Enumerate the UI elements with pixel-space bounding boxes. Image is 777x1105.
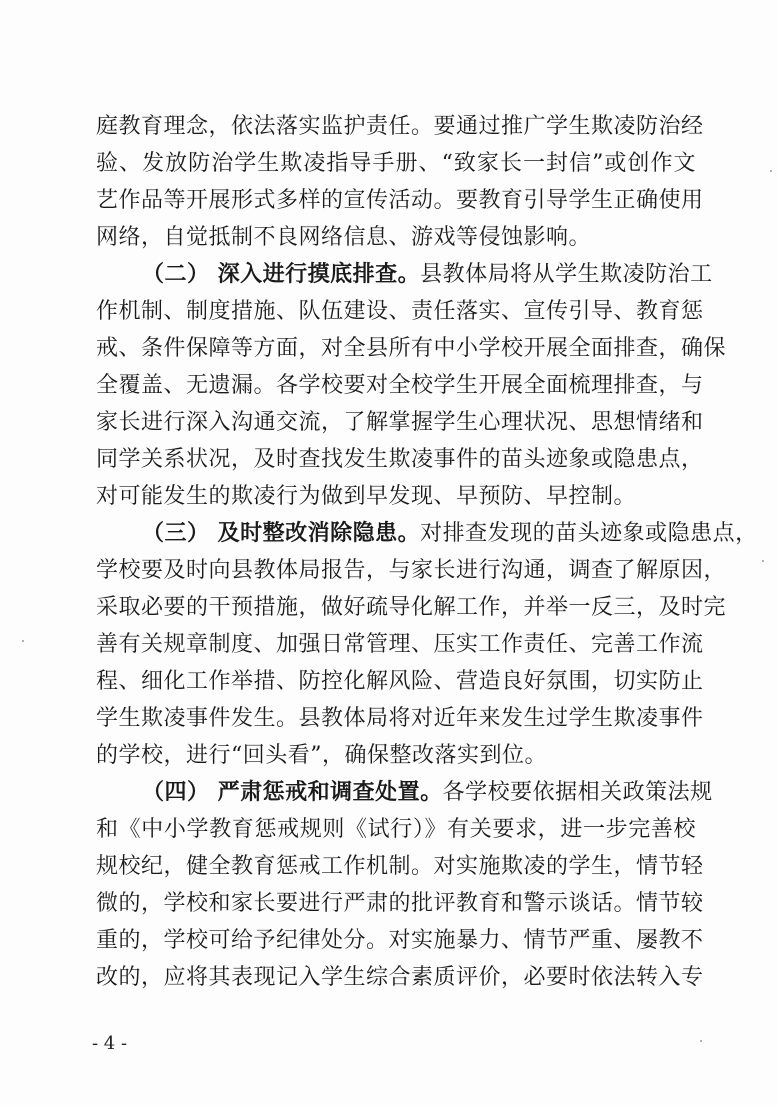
text-line: 程、细化工作举措、防控化解风险、营造良好氛围，切实防止 <box>96 669 704 694</box>
text-line: 的学校，进行“回头看”，确保整改落实到位。 <box>96 743 547 768</box>
text-line: 规校纪，健全教育惩戒工作机制。对实施欺凌的学生，情节轻 <box>96 854 704 879</box>
section-first-line-text: 县教体局将从学生欺凌防治工 <box>420 262 713 287</box>
text-line: 艺作品等开展形式多样的宣传活动。要教育引导学生正确使用 <box>96 188 704 213</box>
section-investigation <box>96 256 727 515</box>
scan-speck <box>770 170 772 172</box>
text-line: 和《中小学教育惩戒规则《试行）》有关要求，进一步完善校 <box>96 817 696 842</box>
section-heading: （二） 深入进行摸底排查。 <box>142 261 421 287</box>
section-first-line <box>96 515 758 552</box>
section-discipline <box>96 774 713 996</box>
text-line: 庭教育理念，依法落实监护责任。要通过推广学生欺凌防治经 <box>96 114 704 139</box>
text-line: 戒、条件保障等方面，对全县所有中小学校开展全面排查，确保 <box>96 336 727 361</box>
section-heading: （四） 严肃惩戒和调查处置。 <box>142 779 443 805</box>
section-first-line <box>96 774 713 811</box>
section-first-line <box>96 256 713 293</box>
document-body <box>96 108 758 996</box>
text-line: 微的，学校和家长要进行严肃的批评教育和警示谈话。情节较 <box>96 891 704 916</box>
text-line: 家长进行深入沟通交流，了解掌握学生心理状况、思想情绪和 <box>96 410 704 435</box>
scan-speck <box>700 1040 702 1042</box>
section-rectification <box>96 515 758 774</box>
text-line: 学生欺凌事件发生。县教体局将对近年来发生过学生欺凌事件 <box>96 706 704 731</box>
scan-speck <box>762 560 764 562</box>
text-line: 学校要及时向县教体局报告，与家长进行沟通，调查了解原因， <box>96 558 727 583</box>
text-line: 善有关规章制度、加强日常管理、压实工作责任、完善工作流 <box>96 632 704 657</box>
text-line: 验、发放防治学生欺凌指导手册、“致家长一封信”或创作文 <box>96 151 696 176</box>
section-heading: （三） 及时整改消除隐患。 <box>142 520 421 546</box>
text-line: 网络，自觉抵制不良网络信息、游戏等侵蚀影响。 <box>96 225 592 250</box>
section-first-line-text: 各学校要依据相关政策法规 <box>442 780 713 805</box>
text-line: 作机制、制度措施、队伍建设、责任落实、宣传引导、教育惩 <box>96 299 704 324</box>
paragraph-continuation <box>96 108 704 256</box>
text-line: 对可能发生的欺凌行为做到早发现、早预防、早控制。 <box>96 484 637 509</box>
text-line: 同学关系状况，及时查找发生欺凌事件的苗头迹象或隐患点， <box>96 447 704 472</box>
text-line: 改的，应将其表现记入学生综合素质评价，必要时依法转入专 <box>96 965 704 990</box>
scan-speck <box>22 640 24 642</box>
page-number: - 4 - <box>92 1033 128 1054</box>
text-line: 重的，学校可给予纪律处分。对实施暴力、情节严重、屡教不 <box>96 928 704 953</box>
section-first-line-text: 对排查发现的苗头迹象或隐患点， <box>420 521 758 546</box>
text-line: 采取必要的干预措施，做好疏导化解工作，并举一反三，及时完 <box>96 595 727 620</box>
text-line: 全覆盖、无遗漏。各学校要对全校学生开展全面梳理排查，与 <box>96 373 704 398</box>
